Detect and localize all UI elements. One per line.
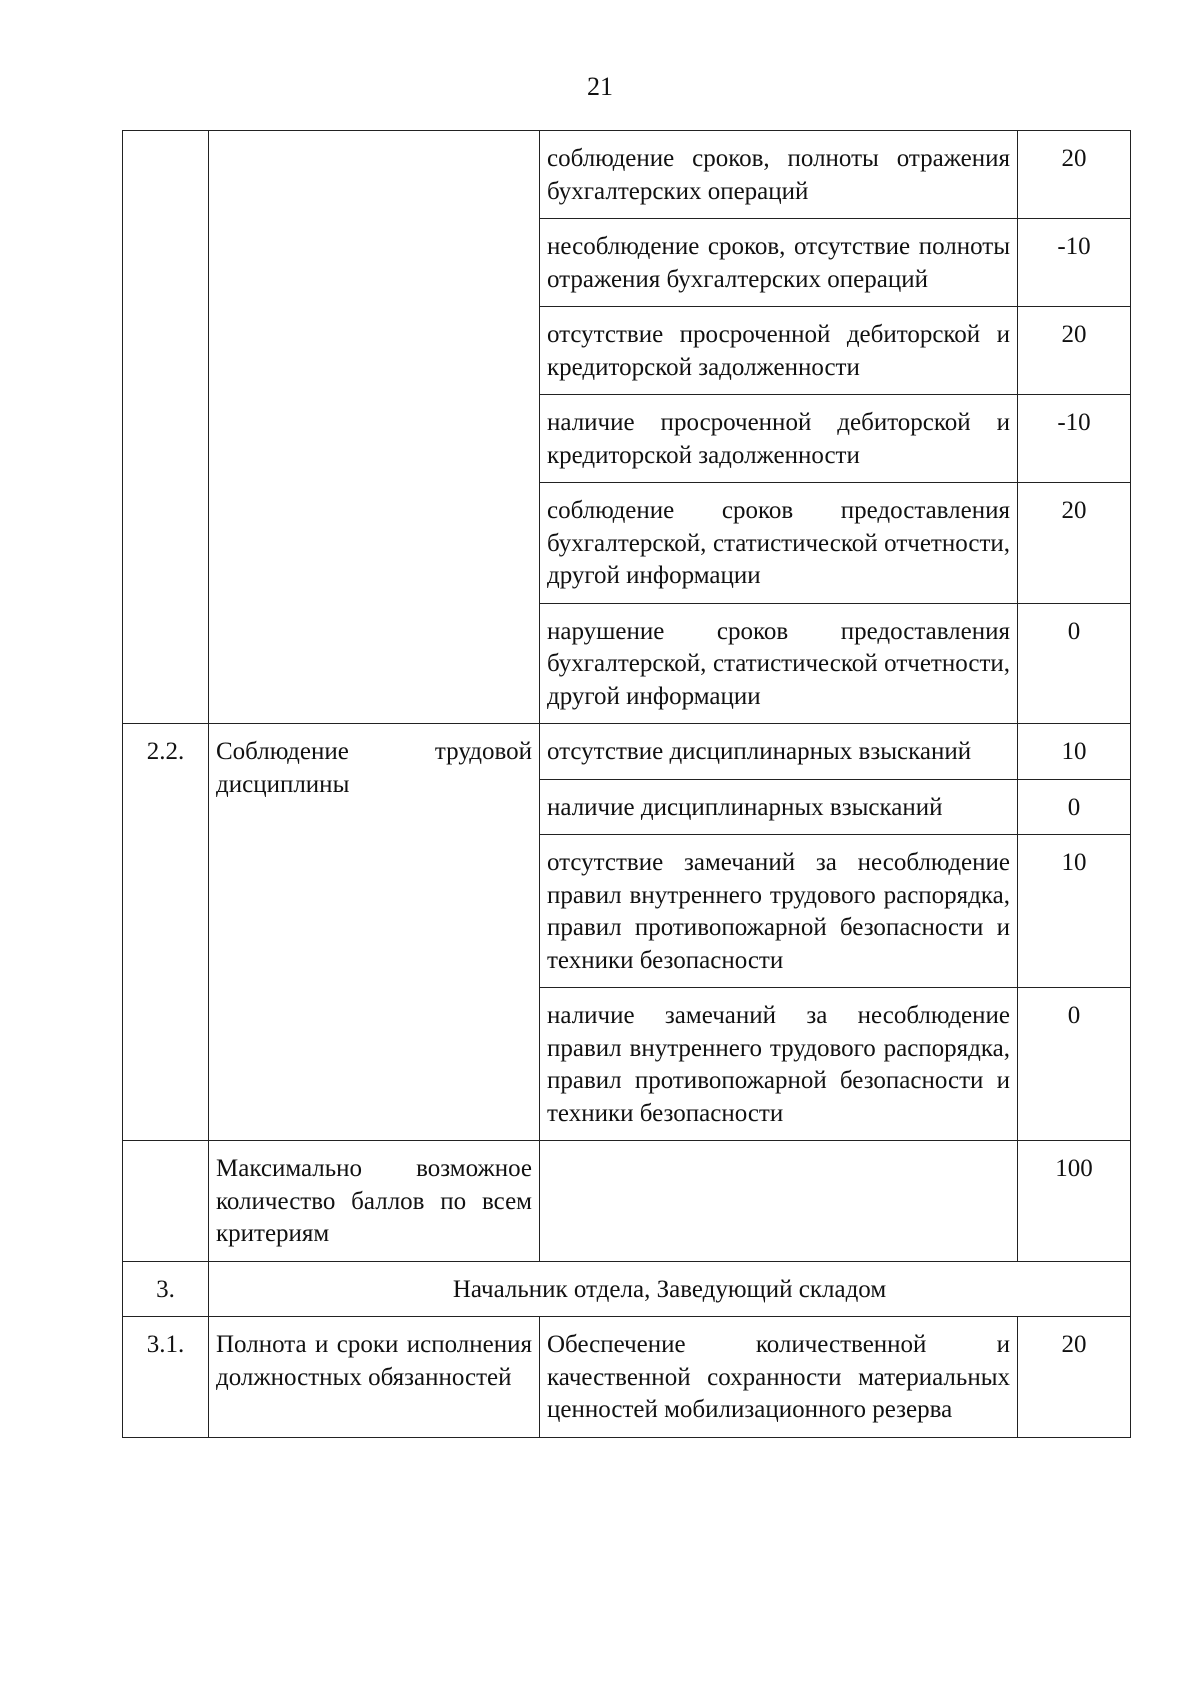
score-cell: 0 — [1018, 779, 1131, 835]
criterion-cell: Максимально возможное количество баллов по всем критериям — [209, 1141, 540, 1262]
table-row — [123, 1261, 1131, 1317]
number-cell: 3. — [123, 1261, 209, 1317]
number-cell: 2.2. — [123, 724, 209, 1141]
condition-cell: соблюдение сроков, полноты отражения бухгалтерских операций — [540, 131, 1018, 219]
page-number: 21 — [587, 72, 613, 101]
condition-cell: Обеспечение количественной и качественной сохранности материальных ценностей мобилизационного резерва — [540, 1317, 1018, 1438]
condition-cell: соблюдение сроков предоставления бухгалтерской, статистической отчетности, другой информации — [540, 483, 1018, 604]
criterion-cell: Соблюдение трудовой дисциплины — [209, 724, 540, 1141]
score-cell: 20 — [1018, 131, 1131, 219]
number-cell: 3.1. — [123, 1317, 209, 1438]
condition-cell: отсутствие замечаний за несоблюдение правил внутреннего трудового распорядка, правил противопожарной безопасности и техники безопасности — [540, 835, 1018, 988]
condition-cell: отсутствие просроченной дебиторской и кредиторской задолженности — [540, 307, 1018, 395]
condition-cell: несоблюдение сроков, отсутствие полноты отражения бухгалтерских операций — [540, 219, 1018, 307]
criterion-cell — [209, 131, 540, 724]
score-cell: 20 — [1018, 483, 1131, 604]
number-cell — [123, 131, 209, 724]
score-cell: 0 — [1018, 603, 1131, 724]
condition-cell — [540, 1141, 1018, 1262]
table-row — [123, 724, 1131, 780]
table-row — [123, 1141, 1131, 1262]
score-cell: -10 — [1018, 395, 1131, 483]
score-cell: -10 — [1018, 219, 1131, 307]
score-cell: 20 — [1018, 307, 1131, 395]
number-cell — [123, 1141, 209, 1262]
criterion-cell: Полнота и сроки исполнения должностных обязанностей — [209, 1317, 540, 1438]
condition-cell: отсутствие дисциплинарных взысканий — [540, 724, 1018, 780]
score-cell: 10 — [1018, 835, 1131, 988]
condition-cell: нарушение сроков предоставления бухгалтерской, статистической отчетности, другой информации — [540, 603, 1018, 724]
condition-cell: наличие дисциплинарных взысканий — [540, 779, 1018, 835]
criteria-table — [122, 130, 1131, 1438]
table-row — [123, 1317, 1131, 1438]
score-cell: 100 — [1018, 1141, 1131, 1262]
score-cell: 0 — [1018, 988, 1131, 1141]
condition-cell: наличие замечаний за несоблюдение правил внутреннего трудового распорядка, правил противопожарной безопасности и техники безопасности — [540, 988, 1018, 1141]
score-cell: 10 — [1018, 724, 1131, 780]
section-title: Начальник отдела, Заведующий складом — [209, 1261, 1131, 1317]
score-cell: 20 — [1018, 1317, 1131, 1438]
condition-cell: наличие просроченной дебиторской и кредиторской задолженности — [540, 395, 1018, 483]
table-row — [123, 131, 1131, 219]
